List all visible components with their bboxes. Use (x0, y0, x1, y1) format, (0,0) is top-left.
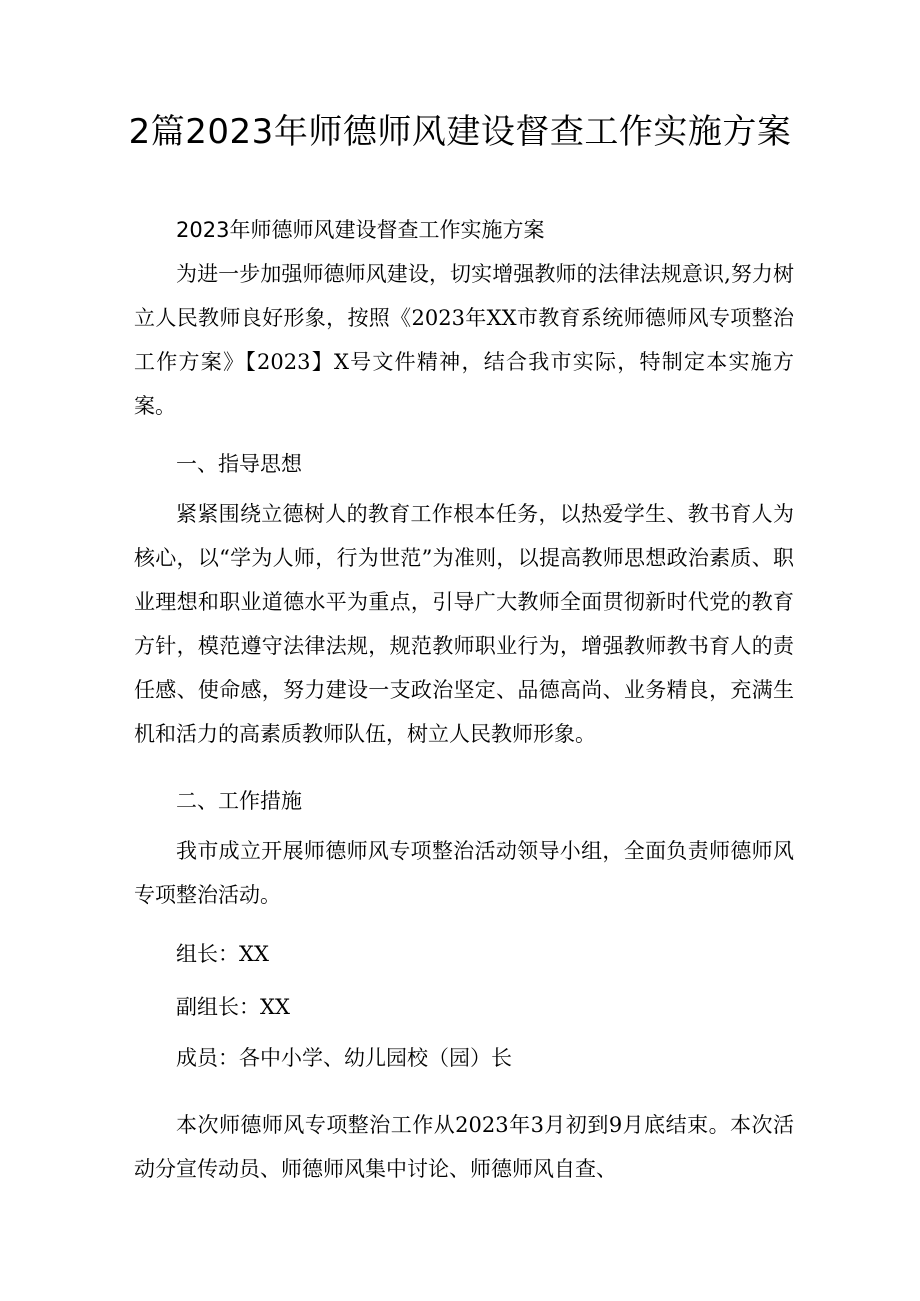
members-line: 成员：各中小学、幼儿园校（园）长 (176, 1046, 512, 1070)
section-2-heading: 二、工作措施 (176, 789, 302, 813)
section-2-paragraph: 我市成立开展师德师风专项整治活动领导小组，全面负责师德师风专项整治活动。 (134, 839, 794, 907)
section-1-heading: 一、指导思想 (176, 452, 302, 476)
document-title: 2篇2023年师德师风建设督查工作实施方案 (128, 112, 792, 152)
team-leader-line: 组长：XX (176, 942, 269, 966)
intro-paragraph: 为进一步加强师德师风建设，切实增强教师的法律法规意识,努力树立人民教师良好形象，按照《2023年XX市教育系统师德师风专项整治工作方案》【2023】X号文件精神，结合我市实际，特制定本实施方案。 (134, 262, 794, 418)
schedule-paragraph: 本次师德师风专项整治工作从2023年3月初到9月底结束。本次活动分宣传动员、师德师风集中讨论、师德师风自查、 (134, 1113, 794, 1181)
section-1-paragraph: 紧紧围绕立德树人的教育工作根本任务，以热爱学生、教书育人为核心，以“学为人师，行为世范”为准则，以提高教师思想政治素质、职业理想和职业道德水平为重点，引导广大教师全面贯彻新时代党的教育方针，模范遵守法律法规，规范教师职业行为，增强教师教书育人的责任感、使命感，努力建设一支政治坚定、品德高尚、业务精良，充满生机和活力的高素质教师队伍，树立人民教师形象。 (134, 502, 794, 746)
document-subtitle: 2023年师德师风建设督查工作实施方案 (176, 218, 545, 242)
deputy-leader-line: 副组长：XX (176, 995, 290, 1019)
